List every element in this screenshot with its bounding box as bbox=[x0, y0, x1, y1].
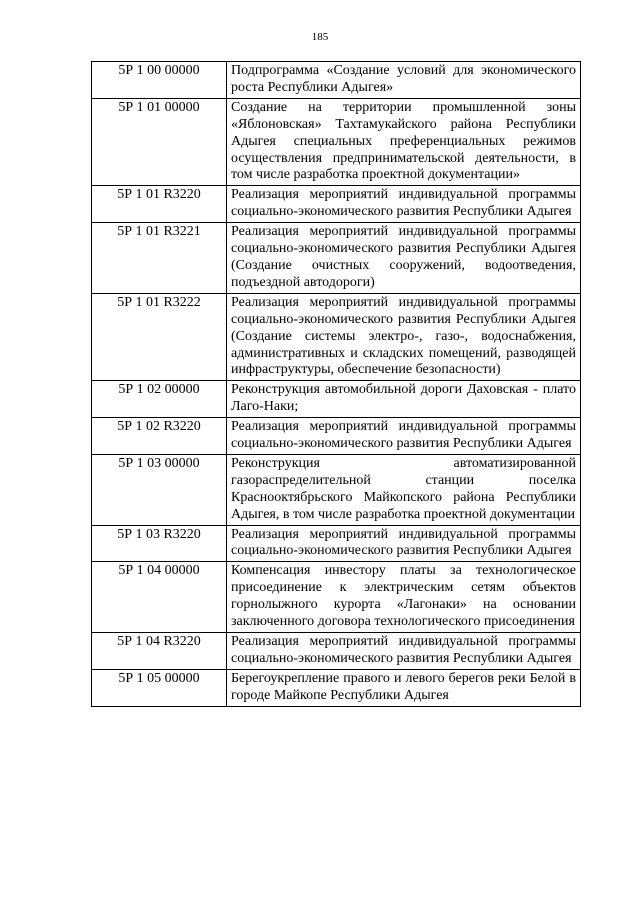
table-row bbox=[92, 525, 581, 562]
name-cell: Реализация мероприятий индивидуальной программы социально-экономического развития Республики Адыгея bbox=[227, 525, 581, 562]
name-cell: Реализация мероприятий индивидуальной программы социально-экономического развития Республики Адыгея bbox=[227, 418, 581, 455]
name-cell: Реализация мероприятий индивидуальной программы социально-экономического развития Республики Адыгея (Создание системы электро-, газо-, водоснабжения, административных и складских помещений, разводящей инфраструктуры, обеспечение безопасности) bbox=[227, 293, 581, 381]
code-cell: 5Р 1 01 R3220 bbox=[92, 186, 227, 223]
name-cell: Реализация мероприятий индивидуальной программы социально-экономического развития Республики Адыгея bbox=[227, 633, 581, 670]
table-row bbox=[92, 223, 581, 294]
code-cell: 5Р 1 04 R3220 bbox=[92, 633, 227, 670]
code-cell: 5Р 1 03 00000 bbox=[92, 454, 227, 525]
code-cell: 5Р 1 04 00000 bbox=[92, 562, 227, 633]
table-body bbox=[92, 62, 581, 707]
name-cell: Компенсация инвестору платы за технологическое присоединение к электрическим сетям объектов горнолыжного курорта «Лагонаки» на основании заключенного договора технологического присоединения bbox=[227, 562, 581, 633]
page-number: 185 bbox=[311, 31, 329, 43]
table-row bbox=[92, 98, 581, 186]
name-cell: Берегоукрепление правого и левого берегов реки Белой в городе Майкопе Республики Адыгея bbox=[227, 669, 581, 706]
code-cell: 5Р 1 02 00000 bbox=[92, 381, 227, 418]
table-row bbox=[92, 669, 581, 706]
code-cell: 5Р 1 01 00000 bbox=[92, 98, 227, 186]
table-row bbox=[92, 633, 581, 670]
name-cell: Подпрограмма «Создание условий для экономического роста Республики Адыгея» bbox=[227, 62, 581, 99]
name-cell: Реализация мероприятий индивидуальной программы социально-экономического развития Республики Адыгея bbox=[227, 186, 581, 223]
code-cell: 5Р 1 01 R3222 bbox=[92, 293, 227, 381]
table-row bbox=[92, 418, 581, 455]
code-cell: 5Р 1 05 00000 bbox=[92, 669, 227, 706]
table-row bbox=[92, 454, 581, 525]
code-cell: 5Р 1 00 00000 bbox=[92, 62, 227, 99]
name-cell: Реализация мероприятий индивидуальной программы социально-экономического развития Республики Адыгея (Создание очистных сооружений, водоотведения, подъездной автодороги) bbox=[227, 223, 581, 294]
code-cell: 5Р 1 01 R3221 bbox=[92, 223, 227, 294]
name-cell: Реконструкция автоматизированной газораспределительной станции поселка Краснооктябрьского Майкопского района Республики Адыгея, в том числе разработка проектной документации bbox=[227, 454, 581, 525]
name-cell: Создание на территории промышленной зоны «Яблоновская» Тахтамукайского района Республики Адыгея специальных преференциальных режимов осуществления предпринимательской деятельности, в том числе разработка проектной документации» bbox=[227, 98, 581, 186]
table-row bbox=[92, 562, 581, 633]
code-cell: 5Р 1 02 R3220 bbox=[92, 418, 227, 455]
table-row bbox=[92, 381, 581, 418]
table-row bbox=[92, 186, 581, 223]
code-cell: 5Р 1 03 R3220 bbox=[92, 525, 227, 562]
table-row bbox=[92, 293, 581, 381]
budget-classification-table bbox=[91, 61, 581, 707]
table-row bbox=[92, 62, 581, 99]
name-cell: Реконструкция автомобильной дороги Даховская - плато Лаго-Наки; bbox=[227, 381, 581, 418]
